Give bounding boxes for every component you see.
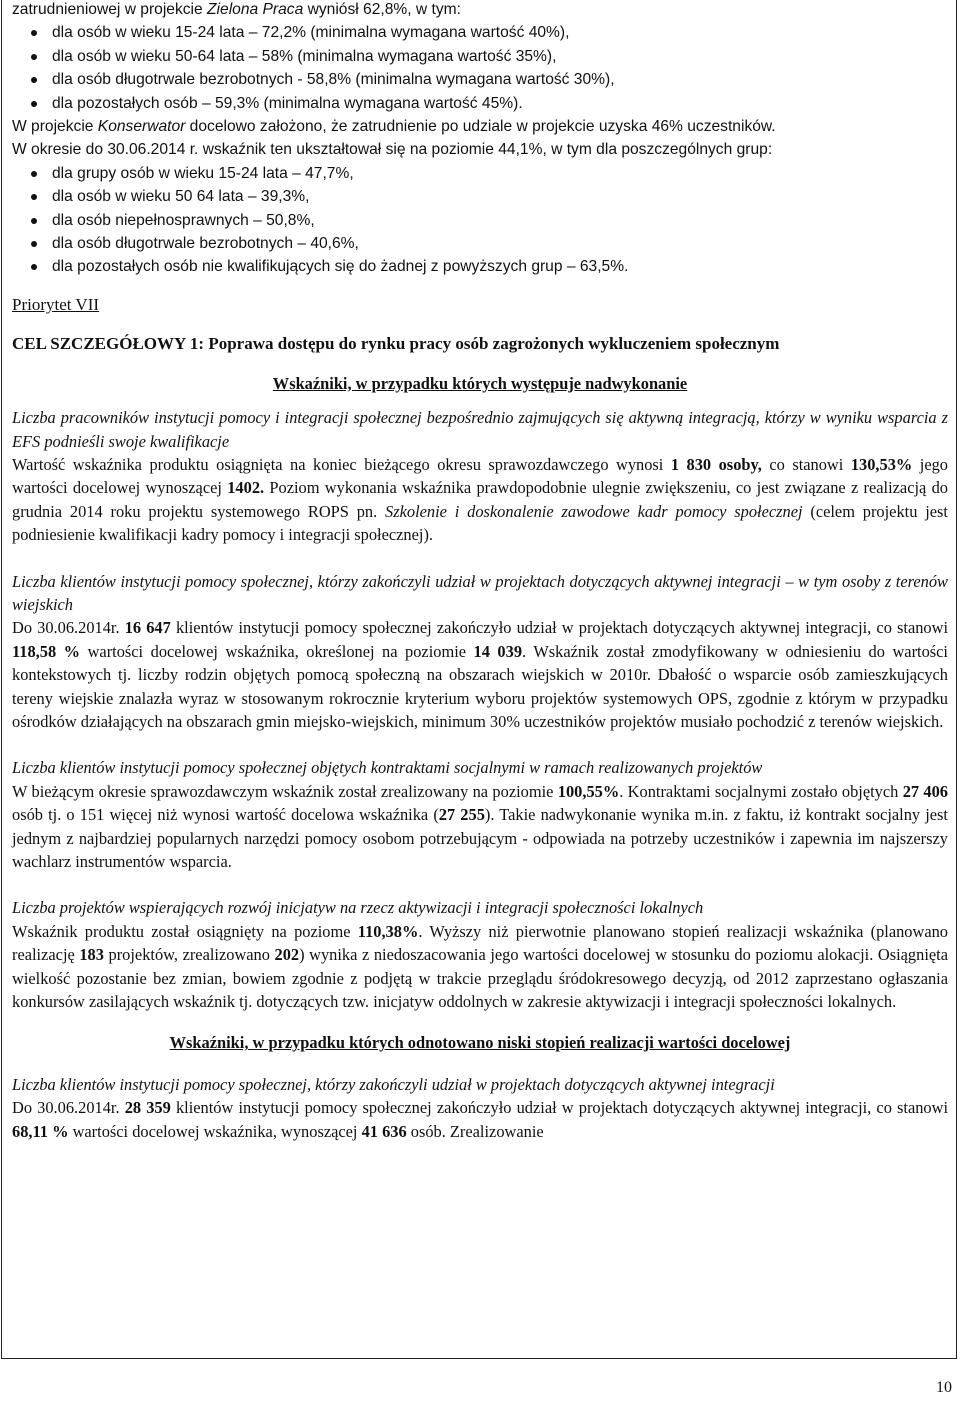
indicator-text: Do 30.06.2014r. 16 647 klientów instytucji pomocy społecznej zakończyło udział w projektach dotyczących aktywnej integracji, co stanowi 118,58 % wartości docelowej wskaźnika, określonej na poziomie 14 039. Wskaźnik został zmodyfikowany w odniesieniu do wartości kontekstowych tj. liczby rodzin objętych pomocą społeczną na obszarach wiejskich w 2010r. Dbałość o wsparcie osób zamieszkujących tereny wiejskie znalazła wyraz w stosowanym rokrocznie kryterium wyboru projektów systemowych OPS, zgodnie z którym w przypadku ośrodków działających na obszarach gmin miejsko-wiejskich, minimum 30% uczestników projektów musiało pochodzić z terenów wiejskich. bbox=[12, 618, 949, 731]
zielona-praca-line: zatrudnieniowej w projekcie Zielona Praca wyniósł 62,8%, w tym: bbox=[12, 1, 461, 18]
indicator-block bbox=[12, 896, 948, 1013]
list-item: dla osób długotrwale bezrobotnych - 58,8% (minimalna wymagana wartość 30%), bbox=[12, 68, 948, 91]
bullet-list-konserwator bbox=[12, 162, 948, 279]
list-item: dla osób niepełnosprawnych – 50,8%, bbox=[12, 209, 948, 232]
indicator-block bbox=[12, 570, 948, 734]
indicator-block bbox=[12, 756, 948, 873]
okres-line: W okresie do 30.06.2014 r. wskaźnik ten ukształtował się na poziomie 44,1%, w tym dla poszczególnych grup: bbox=[12, 141, 773, 159]
indicator-block bbox=[12, 406, 948, 546]
indicator-text: Do 30.06.2014r. 28 359 klientów instytucji pomocy społecznej zakończyło udział w projektach dotyczących aktywnej integracji, co stanowi 68,11 % wartości docelowej wskaźnika, wynoszącej 41 636 osób. Zrealizowanie bbox=[12, 1098, 949, 1141]
indicator-title: Liczba klientów instytucji pomocy społecznej, którzy zakończyli udział w projektach dotyczących aktywnej integracji bbox=[12, 1074, 775, 1094]
indicator-title: Liczba klientów instytucji pomocy społecznej, którzy zakończyli udział w projektach dotyczących aktywnej integracji – w tym osoby z terenów wiejskich bbox=[12, 571, 948, 614]
indicator-text: Wskaźnik produktu został osiągnięty na poziome 110,38%. Wyższy niż pierwotnie planowano stopień realizacji wskaźnika (planowano realizację 183 projektów, zrealizowano 202) wynika z niedoszacowania jego wartości docelowej w stosunku do poziomu alokacji. Osiągnięta wielkość pozostanie bez zmian, bowiem zgodnie z podjętą w trakcie przeglądu śródokresowego decyzją, od 2012 zaprzestano ogłaszania konkursów zasilających wskaźnik tj. dotyczących tzw. inicjatyw oddolnych w zakresie aktywizacji i integracji społeczności lokalnych. bbox=[12, 921, 948, 1012]
priorytet-title: Priorytet VII bbox=[12, 294, 100, 314]
indicator-text: W bieżącym okresie sprawozdawczym wskaźnik został zrealizowany na poziomie 100,55%. Kontraktami socjalnymi zostało objętych 27 406 osób tj. o 151 więcej niż wynosi wartość docelowa wskaźnika (27 255). Takie nadwykonanie wynika m.in. z faktu, iż kontrakt socjalny jest jednym z najbardziej popularnych narzędzi pomocy osobom potrzebującym - odpowiada na potrzeby uczestników i zapewnia im najszerszy wachlarz instrumentów wsparcia. bbox=[12, 781, 949, 871]
list-item: dla pozostałych osób nie kwalifikujących się do żadnej z powyższych grup – 63,5%. bbox=[12, 255, 948, 278]
indicator-block bbox=[12, 1073, 948, 1143]
section-heading-overperformance: Wskaźniki, w przypadku których występuje nadwykonanie bbox=[272, 373, 688, 393]
list-item: dla grupy osób w wieku 15-24 lata – 47,7%, bbox=[12, 162, 948, 185]
indicator-title: Liczba projektów wspierających rozwój inicjatyw na rzecz aktywizacji i integracji społeczności lokalnych bbox=[12, 898, 704, 918]
continuation-block bbox=[12, 0, 948, 279]
list-item: dla osób w wieku 50-64 lata – 58% (minimalna wymagana wartość 35%), bbox=[12, 45, 948, 68]
project-name: Zielona Praca bbox=[207, 1, 304, 18]
page-content bbox=[12, 0, 948, 1143]
bullet-list-zielona bbox=[12, 21, 948, 115]
list-item: dla osób w wieku 50 64 lata – 39,3%, bbox=[12, 185, 948, 208]
indicator-title: Liczba pracowników instytucji pomocy i integracji społecznej bezpośrednio zajmujących się aktywną integracją, którzy w wyniku wsparcia z EFS podnieśli swoje kwalifikacje bbox=[12, 408, 948, 451]
indicator-title: Liczba klientów instytucji pomocy społecznej objętych kontraktami socjalnymi w ramach realizowanych projektów bbox=[12, 758, 763, 778]
project-name: Konserwator bbox=[97, 118, 186, 136]
list-item: dla osób długotrwale bezrobotnych – 40,6%, bbox=[12, 232, 948, 255]
page-number: 10 bbox=[936, 1379, 952, 1396]
list-item: dla pozostałych osób – 59,3% (minimalna wymagana wartość 45%). bbox=[12, 92, 948, 115]
section-heading-low-performance: Wskaźniki, w przypadku których odnotowano niski stopień realizacji wartości docelowej bbox=[169, 1033, 791, 1053]
konserwator-line: W projekcie Konserwator docelowo założono, że zatrudnienie po udziale w projekcie uzyska 46% uczestników. bbox=[12, 118, 776, 136]
cel-heading: CEL SZCZEGÓŁOWY 1: Poprawa dostępu do rynku pracy osób zagrożonych wykluczeniem społecznym bbox=[12, 334, 780, 354]
indicator-text: Wartość wskaźnika produktu osiągnięta na koniec bieżącego okresu sprawozdawczego wynosi 1 830 osoby, co stanowi 130,53% jego wartości docelowej wynoszącej 1402. Poziom wykonania wskaźnika prawdopodobnie ulegnie zwiększeniu, co jest związane z realizacją do grudnia 2014 roku projektu systemowego ROPS pn. Szkolenie i doskonalenie zawodowe kadr pomocy społecznej (celem projektu jest podniesienie kwalifikacji kadry pomocy i integracji społecznej). bbox=[12, 454, 948, 545]
list-item: dla osób w wieku 15-24 lata – 72,2% (minimalna wymagana wartość 40%), bbox=[12, 21, 948, 44]
